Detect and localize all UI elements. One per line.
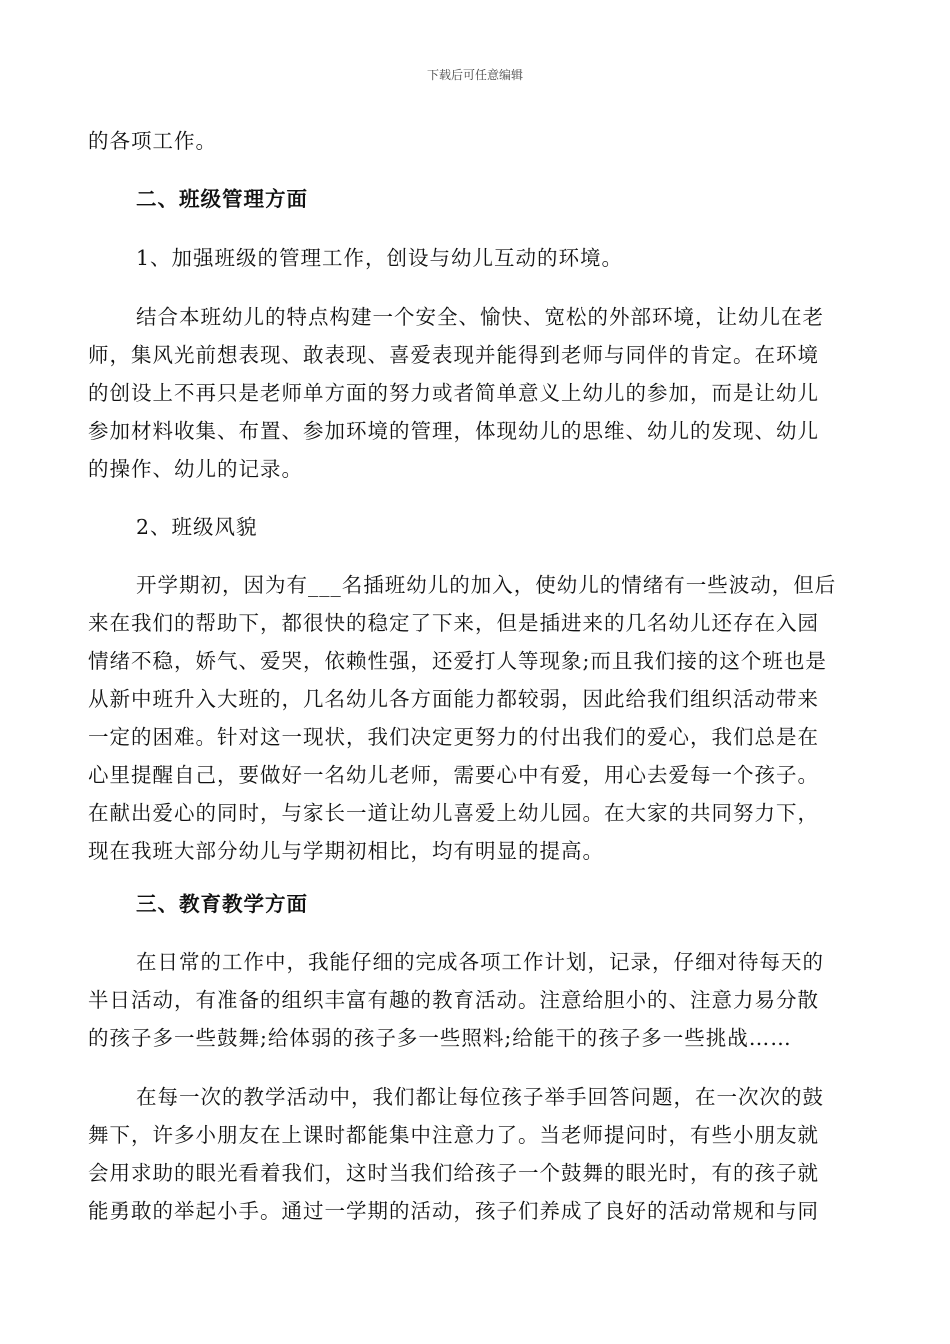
- text-line: 现在我班大部分幼儿与学期初相比，均有明显的提高。: [88, 839, 604, 863]
- text-line: 心里提醒自己，要做好一名幼儿老师，需要心中有爱，用心去爱每一个孩子。: [88, 763, 819, 787]
- text-line: 的孩子多一些鼓舞;给体弱的孩子多一些照料;给能干的孩子多一些挑战……: [88, 1026, 792, 1050]
- text-line: 的创设上不再只是老师单方面的努力或者简单意义上幼儿的参加，而是让幼儿: [88, 381, 819, 405]
- text-line: 能勇敢的举起小手。通过一学期的活动，孩子们养成了良好的活动常规和与同: [88, 1199, 819, 1223]
- text-line: 从新中班升入大班的，几名幼儿各方面能力都较弱，因此给我们组织活动带来: [88, 687, 819, 711]
- text-line: 结合本班幼儿的特点构建一个安全、愉快、宽松的外部环境，让幼儿在老: [136, 305, 824, 329]
- text-line: 来在我们的帮助下，都很快的稳定了下来，但是插进来的几名幼儿还存在入园: [88, 611, 819, 635]
- section-heading: 三、教育教学方面: [136, 892, 308, 916]
- text-line: 舞下，许多小朋友在上课时都能集中注意力了。当老师提问时，有些小朋友就: [88, 1123, 819, 1147]
- page-header: 下载后可任意编辑: [426, 68, 523, 82]
- text-line: 情绪不稳，娇气、爱哭，依赖性强，还爱打人等现象;而且我们接的这个班也是: [88, 649, 827, 673]
- text-line: 半日活动，有准备的组织丰富有趣的教育活动。注意给胆小的、注意力易分散: [88, 988, 819, 1012]
- text-line: 师，集风光前想表现、敢表现、喜爱表现并能得到老师与同伴的肯定。在环境: [88, 343, 819, 367]
- text-line: 在日常的工作中，我能仔细的完成各项工作计划，记录，仔细对待每天的: [136, 950, 824, 974]
- text-line: 在每一次的教学活动中，我们都让每位孩子举手回答问题，在一次次的鼓: [136, 1085, 824, 1109]
- text-line: 2、班级风貌: [136, 515, 258, 539]
- text-line: 1、加强班级的管理工作，创设与幼儿互动的环境。: [136, 246, 624, 270]
- text-line: 的各项工作。: [88, 129, 217, 153]
- section-heading: 二、班级管理方面: [136, 187, 308, 211]
- text-line: 参加材料收集、布置、参加环境的管理，体现幼儿的思维、幼儿的发现、幼儿: [88, 419, 819, 443]
- text-line: 的操作、幼儿的记录。: [88, 457, 303, 481]
- text-line: 开学期初，因为有___名插班幼儿的加入，使幼儿的情绪有一些波动，但后: [136, 573, 837, 597]
- text-line: 一定的困难。针对这一现状，我们决定更努力的付出我们的爱心，我们总是在: [88, 725, 819, 749]
- text-line: 在献出爱心的同时，与家长一道让幼儿喜爱上幼儿园。在大家的共同努力下，: [88, 801, 819, 825]
- text-line: 会用求助的眼光看着我们，这时当我们给孩子一个鼓舞的眼光时，有的孩子就: [88, 1161, 819, 1185]
